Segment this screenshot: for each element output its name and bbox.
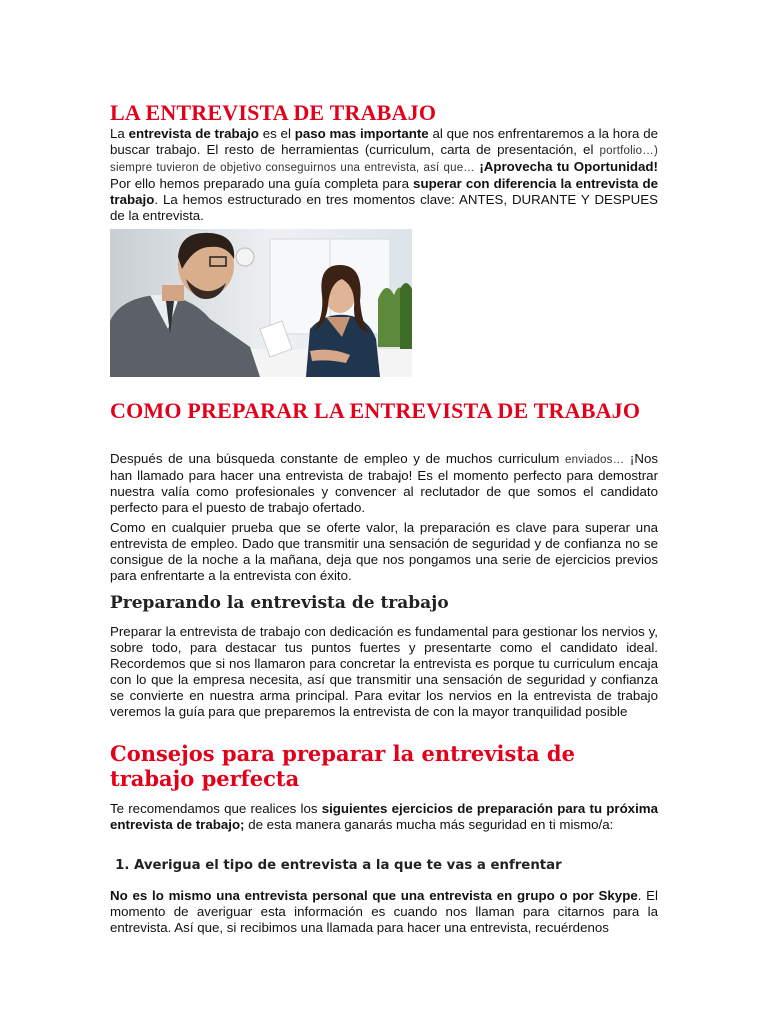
bold-run: entrevista de trabajo <box>128 126 259 141</box>
bold-run: ¡Aprovecha tu Oportunidad! <box>479 159 658 174</box>
paragraph-preparacion: Como en cualquier prueba que se oferte valor, la preparación es clave para superar una entrevista de empleo. Dado que transmitir una sensación de seguridad y de confianza no se consigue de la noche a la mañana, deja que nos pongamos una serie de ejercicios previos para enfrentarte a la entrevista con éxito. <box>110 520 658 583</box>
bold-run: siguientes ejercicios de preparación para tu próxima entrevista de trabajo; <box>110 801 658 832</box>
paragraph-tipo-entrevista <box>110 888 658 936</box>
section-title-consejos: Consejos para preparar la entrevista de trabajo perfecta <box>110 741 575 791</box>
subsection-title-preparando: Preparando la entrevista de trabajo <box>110 593 449 613</box>
text-run: Por ello hemos preparado una guía completa para <box>110 176 414 191</box>
text-run: es el <box>258 126 295 141</box>
bold-run: superar con diferencia la entrevista de trabajo <box>110 176 659 207</box>
interview-photo <box>110 229 412 377</box>
bold-run: paso mas importante <box>294 126 429 141</box>
small-text-run: enviados… <box>564 454 625 466</box>
text-run: Te recomendamos que realices los <box>110 801 322 816</box>
list-item: 1. Averigua el tipo de entrevista a la que te vas a enfrentar <box>134 858 562 873</box>
paragraph-busqueda <box>110 451 658 516</box>
text-run: ¡Nos han llamado para hacer una entrevista de trabajo! Es el momento perfecto para demostrar nuestra valía como profesionales y convencer al reclutador de que somos el candidato perfecto para el puesto de trabajo ofertado. <box>110 451 658 515</box>
small-text-run: portfolio…) siempre tuvieron de objetivo conseguirnos una entrevista, así que… <box>110 145 658 174</box>
paragraph-dedicacion: Preparar la entrevista de trabajo con dedicación es fundamental para gestionar los nervios y, sobre todo, para destacar tus puntos fuertes y presentarte como el candidato ideal. Recordemos que si nos llamaron para concretar la entrevista es porque tu curriculum encaja con lo que la empresa necesita, así que transmitir una sensación de seguridad y confianza se convierte en nuestra arma principal. Para evitar los nervios en la entrevista de trabajo veremos la guía para que preparemos la entrevista de con la mayor tranquilidad posible <box>110 624 658 719</box>
text-run: La <box>110 126 129 141</box>
intro-paragraph <box>110 126 658 224</box>
text-run: de esta manera ganarás mucha más seguridad en ti mismo/a: <box>244 817 614 832</box>
text-run: . La hemos estructurado en tres momentos clave: ANTES, DURANTE Y DESPUES de la entrevista. <box>110 192 658 223</box>
interview-illustration <box>110 229 412 377</box>
text-run: . El momento de averiguar esta información es cuando nos llaman para citarnos para la entrevista. Así que, si recibimos una llamada para hacer una entrevista, recuérdenos <box>110 888 658 935</box>
text-run: al que nos enfrentaremos a la hora de buscar trabajo. El resto de herramientas (curriculum, carta de presentación, el <box>110 126 658 157</box>
text-run: Después de una búsqueda constante de empleo y de muchos curriculum <box>110 451 565 466</box>
section-title-como-preparar: COMO PREPARAR LA ENTREVISTA DE TRABAJO <box>110 398 641 423</box>
numbered-list <box>110 858 562 873</box>
section-title-entrevista: LA ENTREVISTA DE TRABAJO <box>110 100 437 125</box>
paragraph-recomendamos <box>110 801 658 833</box>
bold-run: No es lo mismo una entrevista personal que una entrevista en grupo o por Skype <box>110 888 638 903</box>
